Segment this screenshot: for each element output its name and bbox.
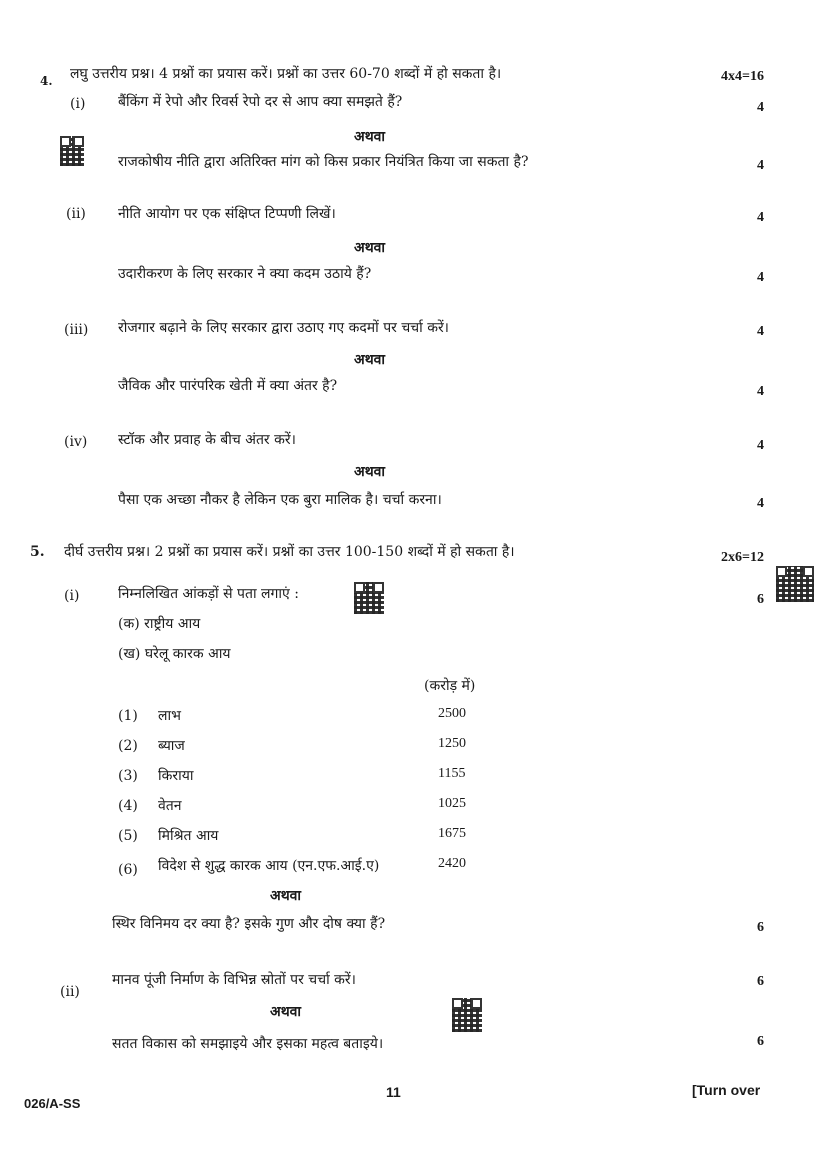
- q5-ii-athva: अथवा: [270, 1004, 302, 1020]
- qr-code: [452, 998, 482, 1032]
- q4-ii-mark: 4: [757, 210, 764, 225]
- q4-heading: लघु उत्तरीय प्रश्न। 4 प्रश्नों का प्रयास करें। प्रश्नों का उत्तर 60-70 शब्दों में हो सकता है।: [70, 66, 502, 82]
- row-label: मिश्रित आय: [158, 828, 219, 844]
- q5-i-alt-mark: 6: [757, 920, 764, 935]
- q4-iv-question: स्टॉक और प्रवाह के बीच अंतर करें।: [118, 432, 296, 448]
- q4-ii-alt: उदारीकरण के लिए सरकार ने क्या कदम उठाये हैं?: [118, 266, 372, 282]
- q4-i-label: (i): [70, 96, 86, 112]
- paper-code: 026/A-SS: [24, 1096, 81, 1111]
- q4-number: 4.: [40, 74, 53, 88]
- q4-ii-label: (ii): [66, 206, 86, 222]
- q4-i-question: बैंकिंग में रेपो और रिवर्स रेपो दर से आप क्या समझते हैं?: [118, 94, 403, 110]
- row-value: 1155: [438, 766, 466, 781]
- row-label: विदेश से शुद्ध कारक आय (एन.एफ.आई.ए): [158, 858, 380, 874]
- q4-iii-question: रोजगार बढ़ाने के लिए सरकार द्वारा उठाए गए कदमों पर चर्चा करें।: [118, 320, 449, 336]
- q4-iii-alt-mark: 4: [757, 384, 764, 399]
- q5-ii-label: (ii): [60, 984, 80, 1000]
- q5-heading: दीर्घ उत्तरीय प्रश्न। 2 प्रश्नों का प्रयास करें। प्रश्नों का उत्तर 100-150 शब्दों में हो सकता है।: [64, 544, 515, 560]
- row-number: (1): [118, 708, 138, 724]
- q4-ii-athva: अथवा: [354, 240, 386, 256]
- row-number: (4): [118, 798, 138, 814]
- row-number: (5): [118, 828, 138, 844]
- turn-over: [Turn over: [692, 1082, 761, 1098]
- q5-i-athva: अथवा: [270, 888, 302, 904]
- page-number: 11: [386, 1084, 401, 1100]
- row-number: (3): [118, 768, 138, 784]
- q4-iv-alt: पैसा एक अच्छा नौकर है लेकिन एक बुरा मालिक है। चर्चा करना।: [118, 492, 442, 508]
- qr-code: [776, 566, 814, 602]
- q5-ii-mark: 6: [757, 974, 764, 989]
- q5-i-sub-b: (ख) घरेलू कारक आय: [118, 646, 231, 662]
- q4-ii-alt-mark: 4: [757, 270, 764, 285]
- row-value: 1025: [438, 796, 466, 811]
- q4-i-athva: अथवा: [354, 129, 386, 145]
- q4-ii-question: नीति आयोग पर एक संक्षिप्त टिप्पणी लिखें।: [118, 206, 336, 222]
- row-value: 1675: [438, 826, 466, 841]
- row-label: ब्याज: [158, 738, 185, 754]
- q5-i-alt: स्थिर विनिमय दर क्या है? इसके गुण और दोष क्या हैं?: [112, 916, 386, 932]
- q5-marks: 2x6=12: [721, 550, 764, 565]
- row-value: 1250: [438, 736, 466, 751]
- row-number: (6): [118, 862, 138, 878]
- q5-i-unit: (करोड़ में): [424, 678, 476, 694]
- q5-i-sub-a: (क) राष्ट्रीय आय: [118, 616, 201, 632]
- q4-i-mark: 4: [757, 100, 764, 115]
- q5-i-question: निम्नलिखित आंकड़ों से पता लगाएं :: [118, 586, 299, 602]
- row-label: वेतन: [158, 798, 182, 814]
- q5-ii-question: मानव पूंजी निर्माण के विभिन्न स्रोतों पर चर्चा करें।: [112, 972, 356, 988]
- q5-i-mark: 6: [757, 592, 764, 607]
- q5-i-label: (i): [64, 588, 80, 604]
- q5-number: 5.: [30, 544, 45, 560]
- q4-iii-label: (iii): [64, 322, 89, 338]
- row-value: 2500: [438, 706, 466, 721]
- q4-iv-alt-mark: 4: [757, 496, 764, 511]
- q4-iii-mark: 4: [757, 324, 764, 339]
- q4-i-alt-mark: 4: [757, 158, 764, 173]
- row-label: लाभ: [158, 708, 181, 724]
- q4-iv-athva: अथवा: [354, 464, 386, 480]
- row-label: किराया: [158, 768, 194, 784]
- qr-code: [354, 582, 384, 614]
- q4-marks: 4x4=16: [721, 69, 764, 84]
- q4-iv-mark: 4: [757, 438, 764, 453]
- q5-ii-alt-mark: 6: [757, 1034, 764, 1049]
- qr-code: [60, 136, 84, 166]
- q4-iv-label: (iv): [64, 434, 88, 450]
- q4-iii-alt: जैविक और पारंपरिक खेती में क्या अंतर है?: [118, 378, 338, 394]
- row-value: 2420: [438, 856, 466, 871]
- row-number: (2): [118, 738, 138, 754]
- q4-i-alt: राजकोषीय नीति द्वारा अतिरिक्त मांग को किस प्रकार नियंत्रित किया जा सकता है?: [118, 154, 529, 170]
- q4-iii-athva: अथवा: [354, 352, 386, 368]
- q5-ii-alt: सतत विकास को समझाइये और इसका महत्व बताइये।: [112, 1036, 384, 1052]
